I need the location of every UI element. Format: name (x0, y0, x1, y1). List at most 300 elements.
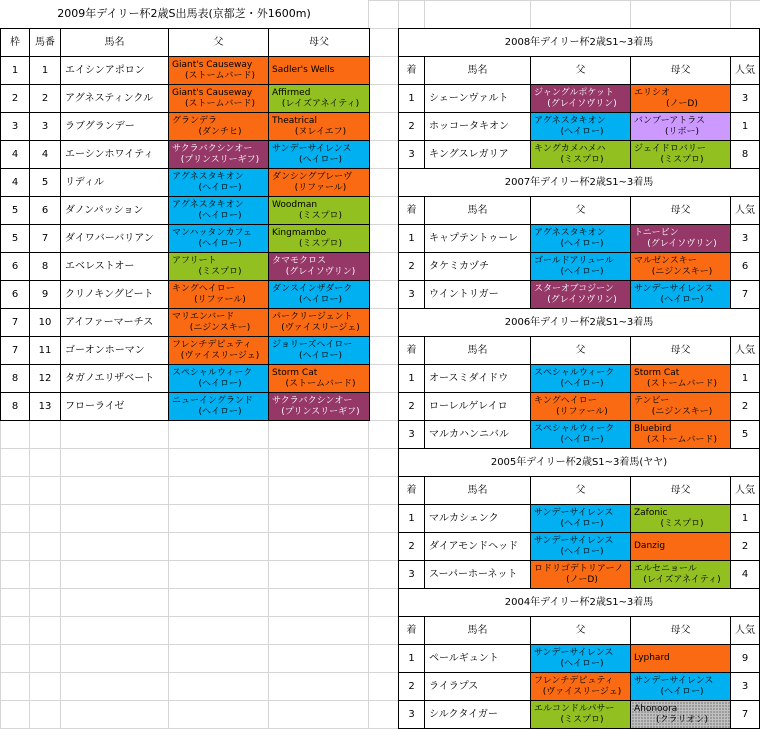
sire-cell-line2: (ヘイロー) (560, 378, 604, 389)
waku-cell[interactable]: 7 (1, 337, 30, 365)
column-header: 父 (531, 197, 631, 225)
table-row (399, 673, 760, 701)
broodmare-sire-cell-line1: ダンスインザダーク (272, 283, 353, 294)
sire-cell-line2: (ストームバード) (184, 98, 256, 109)
finish-position-cell[interactable]: 1 (399, 365, 425, 393)
horse-name-cell[interactable]: ホッコータキオン (425, 113, 531, 141)
popularity-cell[interactable]: 7 (731, 281, 760, 309)
broodmare-sire-cell-line1: Danzig (634, 541, 666, 551)
umaban-cell[interactable]: 6 (30, 197, 61, 225)
broodmare-sire-cell[interactable] (631, 421, 731, 449)
horse-name-cell[interactable]: ペールギュント (425, 645, 531, 673)
sire-cell-line1: Giant's Causeway (172, 59, 253, 70)
table-row (1, 309, 370, 337)
table-row (399, 561, 760, 589)
horse-name-cell[interactable]: ウイントリガー (425, 281, 531, 309)
sire-cell-line2: (ヘイロー) (198, 406, 242, 417)
broodmare-sire-cell-line2: (ヌレイエフ) (294, 126, 347, 137)
umaban-cell[interactable]: 1 (30, 57, 61, 85)
section-title: 2005年デイリー杯2歳S1~3着馬(ヤヤ) (399, 449, 760, 477)
sire-cell[interactable] (169, 169, 269, 197)
sire-cell-line1: マンハッタンカフェ (172, 227, 252, 238)
horse-name-cell[interactable]: エベレストオー (61, 253, 169, 281)
waku-cell[interactable]: 8 (1, 393, 30, 421)
sire-cell-line2: (ヘイロー) (560, 238, 604, 249)
sheet-title: 2009年デイリー杯2歳S出馬表(京都芝・外1600m) (0, 0, 368, 28)
column-header: 着 (399, 617, 425, 645)
column-header: 人気 (731, 617, 760, 645)
broodmare-sire-cell[interactable] (631, 85, 731, 113)
table-row (399, 253, 760, 281)
table-row (1, 365, 370, 393)
broodmare-sire-cell[interactable] (631, 253, 731, 281)
sire-cell-line1: サンデーサイレンス (534, 507, 614, 518)
sire-cell-line1: ゴールドアリュール (534, 255, 614, 266)
sire-cell[interactable] (531, 253, 631, 281)
table-header-row (399, 617, 760, 645)
section-title-row (399, 309, 760, 337)
horse-name-cell[interactable]: エイシンアポロン (61, 57, 169, 85)
broodmare-sire-cell[interactable] (269, 225, 370, 253)
umaban-cell[interactable]: 3 (30, 113, 61, 141)
sire-cell[interactable] (169, 253, 269, 281)
column-header: 父 (531, 617, 631, 645)
column-header: 母父 (631, 477, 731, 505)
broodmare-sire-cell-line2: (ヴァイスリージェ) (281, 322, 360, 333)
broodmare-sire-cell-line2: (ノーD) (666, 98, 698, 109)
horse-name-cell[interactable]: アグネスティンクル (61, 85, 169, 113)
popularity-cell[interactable]: 3 (731, 225, 760, 253)
column-header: 馬名 (61, 29, 169, 57)
table-row (399, 645, 760, 673)
popularity-cell[interactable]: 1 (731, 505, 760, 533)
sire-cell[interactable] (531, 85, 631, 113)
waku-cell[interactable]: 6 (1, 281, 30, 309)
section-title: 2006年デイリー杯2歳S1~3着馬 (399, 309, 760, 337)
column-header: 着 (399, 337, 425, 365)
sire-cell[interactable] (169, 113, 269, 141)
sire-cell[interactable] (169, 197, 269, 225)
table-row (1, 253, 370, 281)
sire-cell[interactable] (531, 561, 631, 589)
table-header-row (1, 29, 370, 57)
umaban-cell[interactable]: 12 (30, 365, 61, 393)
sire-cell-line2: (ヘイロー) (198, 238, 242, 249)
broodmare-sire-cell-line2: (ヘイロー) (298, 154, 343, 165)
finish-position-cell[interactable]: 2 (399, 673, 425, 701)
sire-cell[interactable] (531, 421, 631, 449)
broodmare-sire-cell-line1: エルセニョール (634, 563, 697, 574)
sire-cell-line2: (ヘイロー) (560, 434, 604, 445)
finish-position-cell[interactable]: 2 (399, 393, 425, 421)
horse-name-cell[interactable]: マルカハンニバル (425, 421, 531, 449)
sire-cell-line2: (ヘイロー) (560, 126, 604, 137)
broodmare-sire-cell-line1: ダンシングブレーヴ (272, 171, 353, 182)
column-header: 父 (531, 337, 631, 365)
broodmare-sire-cell-line1: Sadler's Wells (272, 65, 335, 75)
sire-cell[interactable] (169, 309, 269, 337)
section-title-row (399, 449, 760, 477)
broodmare-sire-cell-line2: (プリンスリーギフ) (281, 406, 360, 417)
column-header: 人気 (731, 197, 760, 225)
popularity-cell[interactable]: 6 (731, 253, 760, 281)
broodmare-sire-cell-line1: Bluebird (634, 423, 672, 434)
broodmare-sire-cell-line2: (ヘイロー) (660, 294, 704, 305)
table-row (399, 421, 760, 449)
popularity-cell[interactable]: 3 (731, 85, 760, 113)
sire-cell-line1: エルコンドルパサー (534, 703, 615, 714)
sire-cell-line2: (ミスプロ) (560, 154, 604, 165)
sire-cell-line1: マリエンバード (172, 311, 235, 322)
sire-cell-line1: スペシャルウィーク (172, 367, 253, 378)
popularity-cell[interactable]: 7 (731, 701, 760, 729)
broodmare-sire-cell-line1: マルゼンスキー (634, 255, 697, 266)
waku-cell[interactable]: 4 (1, 169, 30, 197)
sire-cell-line2: (ヘイロー) (560, 518, 604, 529)
sire-cell-line2: (ニジンスキー) (189, 322, 251, 333)
column-header: 人気 (731, 477, 760, 505)
broodmare-sire-cell[interactable] (631, 113, 731, 141)
table-row (399, 85, 760, 113)
horse-name-cell[interactable]: マルカシェンク (425, 505, 531, 533)
waku-cell[interactable]: 4 (1, 141, 30, 169)
broodmare-sire-cell-line2: (ニジンスキー) (651, 266, 713, 277)
sire-cell-line1: スターオブコジーン (534, 283, 614, 294)
table-row (1, 197, 370, 225)
broodmare-sire-cell-line2: (クラリオン) (656, 714, 708, 725)
sire-cell[interactable] (169, 57, 269, 85)
sire-cell-line1: サンデーサイレンス (534, 647, 614, 658)
popularity-cell[interactable]: 1 (731, 365, 760, 393)
broodmare-sire-cell[interactable] (631, 281, 731, 309)
table-row (1, 225, 370, 253)
waku-cell[interactable]: 2 (1, 85, 30, 113)
sire-cell-line1: アグネスタキオン (534, 115, 606, 126)
finish-position-cell[interactable]: 3 (399, 281, 425, 309)
broodmare-sire-cell[interactable] (631, 645, 731, 673)
umaban-cell[interactable]: 5 (30, 169, 61, 197)
broodmare-sire-cell-line1: Ahonoora (634, 703, 678, 714)
broodmare-sire-cell-line2: (レイズアネイティ) (643, 574, 721, 585)
sire-cell-line1: アグネスタキオン (534, 227, 606, 238)
broodmare-sire-cell-line2: (ストームバード) (285, 378, 356, 389)
column-header: 父 (531, 477, 631, 505)
column-header: 母父 (269, 29, 370, 57)
broodmare-sire-cell-line1: タマモクロス (272, 255, 327, 266)
broodmare-sire-cell[interactable] (269, 57, 370, 85)
broodmare-sire-cell-line1: Lyphard (634, 653, 670, 663)
broodmare-sire-cell-line2: (ニジンスキー) (651, 406, 713, 417)
horse-name-cell[interactable]: スーパーホーネット (425, 561, 531, 589)
column-header: 母父 (631, 617, 731, 645)
sire-cell[interactable] (169, 393, 269, 421)
horse-name-cell[interactable]: ローレルゲレイロ (425, 393, 531, 421)
finish-position-cell[interactable]: 2 (399, 533, 425, 561)
broodmare-sire-cell[interactable] (631, 533, 731, 561)
sire-cell-line2: (ヘイロー) (560, 658, 604, 669)
sire-cell-line2: (ミスプロ) (198, 266, 242, 277)
sire-cell-line1: ロドリゴデトリアーノ (534, 563, 624, 574)
sire-cell-line2: (ヘイロー) (198, 182, 242, 193)
broodmare-sire-cell-line1: Storm Cat (272, 367, 318, 378)
broodmare-sire-cell[interactable] (631, 701, 731, 729)
broodmare-sire-cell[interactable] (269, 253, 370, 281)
sire-cell[interactable] (531, 113, 631, 141)
broodmare-sire-cell-line1: Affirmed (272, 87, 311, 98)
umaban-cell[interactable]: 9 (30, 281, 61, 309)
waku-cell[interactable]: 5 (1, 197, 30, 225)
sire-cell[interactable] (531, 505, 631, 533)
sire-cell-line2: (グレイソヴリン) (547, 98, 617, 109)
popularity-cell[interactable]: 2 (731, 533, 760, 561)
column-header: 人気 (731, 337, 760, 365)
broodmare-sire-cell-line2: (レイズアネイティ) (281, 98, 360, 109)
finish-position-cell[interactable]: 3 (399, 701, 425, 729)
umaban-cell[interactable]: 4 (30, 141, 61, 169)
broodmare-sire-cell[interactable] (269, 141, 370, 169)
horse-name-cell[interactable]: タガノエリザベート (61, 365, 169, 393)
sire-cell-line1: ジャングルポケット (534, 87, 614, 98)
column-header: 母父 (631, 337, 731, 365)
sire-cell[interactable] (531, 141, 631, 169)
finish-position-cell[interactable]: 3 (399, 141, 425, 169)
sire-cell-line2: (ミスプロ) (560, 714, 604, 725)
sire-cell-line2: (ヘイロー) (198, 378, 242, 389)
finish-position-cell[interactable]: 1 (399, 85, 425, 113)
sire-cell-line2: (グレイソヴリン) (547, 294, 617, 305)
table-row (1, 393, 370, 421)
table-row (399, 281, 760, 309)
sire-cell[interactable] (169, 85, 269, 113)
finish-position-cell[interactable]: 3 (399, 561, 425, 589)
umaban-cell[interactable]: 10 (30, 309, 61, 337)
popularity-cell[interactable]: 4 (731, 561, 760, 589)
waku-cell[interactable]: 1 (1, 57, 30, 85)
sire-cell[interactable] (169, 365, 269, 393)
sire-cell[interactable] (169, 141, 269, 169)
sire-cell-line1: サクラバクシンオー (172, 143, 253, 154)
broodmare-sire-cell-line1: Kingmambo (272, 227, 327, 238)
broodmare-sire-cell[interactable] (269, 309, 370, 337)
broodmare-sire-cell-line1: サクラバクシンオー (272, 395, 353, 406)
popularity-cell[interactable]: 8 (731, 141, 760, 169)
table-row (399, 505, 760, 533)
table-row (399, 113, 760, 141)
finish-position-cell[interactable]: 1 (399, 505, 425, 533)
sire-cell-line1: フレンチデピュティ (534, 675, 614, 686)
past-results-table (398, 28, 760, 729)
horse-name-cell[interactable]: フローライゼ (61, 393, 169, 421)
waku-cell[interactable]: 7 (1, 309, 30, 337)
sire-cell[interactable] (169, 337, 269, 365)
section-title: 2008年デイリー杯2歳S1~3着馬 (399, 29, 760, 57)
broodmare-sire-cell-line1: サンデーサイレンス (272, 143, 352, 154)
popularity-cell[interactable]: 2 (731, 393, 760, 421)
sire-cell[interactable] (531, 365, 631, 393)
sire-cell[interactable] (169, 281, 269, 309)
sire-cell[interactable] (531, 645, 631, 673)
horse-name-cell[interactable]: ダノンパッション (61, 197, 169, 225)
sire-cell[interactable] (531, 701, 631, 729)
umaban-cell[interactable]: 11 (30, 337, 61, 365)
sire-cell-line2: (ヘイロー) (560, 546, 604, 557)
horse-name-cell[interactable]: タケミカヅチ (425, 253, 531, 281)
section-title-row (399, 169, 760, 197)
broodmare-sire-cell-line1: ジョリーズヘイロー (272, 339, 353, 350)
waku-cell[interactable]: 6 (1, 253, 30, 281)
broodmare-sire-cell-line1: Theatrical (272, 115, 317, 126)
finish-position-cell[interactable]: 1 (399, 645, 425, 673)
column-header: 馬名 (425, 617, 531, 645)
popularity-cell[interactable]: 5 (731, 421, 760, 449)
table-row (399, 141, 760, 169)
broodmare-sire-cell[interactable] (269, 281, 370, 309)
umaban-cell[interactable]: 7 (30, 225, 61, 253)
horse-name-cell[interactable]: ゴーオンホーマン (61, 337, 169, 365)
column-header: 馬名 (425, 197, 531, 225)
horse-name-cell[interactable]: シェーンヴァルト (425, 85, 531, 113)
broodmare-sire-cell-line2: (ヘイロー) (660, 686, 704, 697)
broodmare-sire-cell-line2: (ストームバード) (646, 434, 718, 445)
table-row (1, 141, 370, 169)
waku-cell[interactable]: 8 (1, 365, 30, 393)
table-row (1, 169, 370, 197)
horse-name-cell[interactable]: キャプテントゥーレ (425, 225, 531, 253)
table-header-row (399, 57, 760, 85)
sire-cell-line1: キングヘイロー (534, 395, 597, 406)
sire-cell-line2: (ヴァイスリージェ) (542, 686, 622, 697)
broodmare-sire-cell-line1: エリシオ (634, 87, 671, 98)
column-header: 馬名 (425, 477, 531, 505)
broodmare-sire-cell[interactable] (631, 365, 731, 393)
broodmare-sire-cell[interactable] (269, 113, 370, 141)
broodmare-sire-cell[interactable] (269, 85, 370, 113)
horse-name-cell[interactable]: アイファーマーチス (61, 309, 169, 337)
column-header: 母父 (631, 197, 731, 225)
broodmare-sire-cell[interactable] (631, 505, 731, 533)
section-title-row (399, 29, 760, 57)
table-row (1, 337, 370, 365)
table-header-row (399, 337, 760, 365)
broodmare-sire-cell-line1: テンビー (634, 395, 670, 406)
broodmare-sire-cell-line1: サンデーサイレンス (634, 283, 714, 294)
column-header: 父 (531, 57, 631, 85)
sire-cell-line2: (ストームバード) (184, 70, 256, 81)
broodmare-sire-cell[interactable] (631, 561, 731, 589)
broodmare-sire-cell[interactable] (269, 169, 370, 197)
table-header-row (399, 477, 760, 505)
horse-name-cell[interactable]: クリノキングビート (61, 281, 169, 309)
broodmare-sire-cell-line2: (ミスプロ) (660, 154, 704, 165)
sire-cell-line1: アグネスタキオン (172, 199, 244, 210)
sire-cell[interactable] (531, 281, 631, 309)
broodmare-sire-cell[interactable] (269, 365, 370, 393)
finish-position-cell[interactable]: 2 (399, 253, 425, 281)
finish-position-cell[interactable]: 2 (399, 113, 425, 141)
section-title: 2007年デイリー杯2歳S1~3着馬 (399, 169, 760, 197)
broodmare-sire-cell[interactable] (269, 393, 370, 421)
broodmare-sire-cell[interactable] (631, 393, 731, 421)
broodmare-sire-cell-line1: パークリージェント (272, 311, 353, 322)
column-header: 枠 (1, 29, 30, 57)
horse-name-cell[interactable]: キングスレガリア (425, 141, 531, 169)
umaban-cell[interactable]: 8 (30, 253, 61, 281)
sire-cell[interactable] (169, 225, 269, 253)
broodmare-sire-cell[interactable] (631, 225, 731, 253)
finish-position-cell[interactable]: 3 (399, 421, 425, 449)
broodmare-sire-cell[interactable] (269, 197, 370, 225)
broodmare-sire-cell-line1: Zafonic (634, 507, 668, 518)
sire-cell-line2: (リファール) (194, 294, 246, 305)
popularity-cell[interactable]: 3 (731, 673, 760, 701)
umaban-cell[interactable]: 13 (30, 393, 61, 421)
horse-name-cell[interactable]: ライラプス (425, 673, 531, 701)
popularity-cell[interactable]: 1 (731, 113, 760, 141)
broodmare-sire-cell-line2: (リファール) (294, 182, 347, 193)
broodmare-sire-cell-line1: ジェイドロバリー (634, 143, 706, 154)
broodmare-sire-cell-line2: (グレイソヴリン) (647, 238, 717, 249)
column-header: 人気 (731, 57, 760, 85)
broodmare-sire-cell-line2: (ミスプロ) (298, 238, 343, 249)
horse-name-cell[interactable]: シルクタイガー (425, 701, 531, 729)
waku-cell[interactable]: 3 (1, 113, 30, 141)
broodmare-sire-cell-line2: (ミスプロ) (660, 518, 704, 529)
column-header: 馬番 (30, 29, 61, 57)
sire-cell-line1: アグネスタキオン (172, 171, 244, 182)
table-header-row (399, 197, 760, 225)
finish-position-cell[interactable]: 1 (399, 225, 425, 253)
horse-name-cell[interactable]: エーシンホワイティ (61, 141, 169, 169)
table-row (399, 225, 760, 253)
column-header: 馬名 (425, 337, 531, 365)
sire-cell-line1: キングヘイロー (172, 283, 235, 294)
table-row (399, 365, 760, 393)
table-row (1, 85, 370, 113)
sire-cell[interactable] (531, 533, 631, 561)
horse-name-cell[interactable]: ダイアモンドヘッド (425, 533, 531, 561)
section-title: 2004年デイリー杯2歳S1~3着馬 (399, 589, 760, 617)
sire-cell[interactable] (531, 673, 631, 701)
sire-cell[interactable] (531, 393, 631, 421)
broodmare-sire-cell-line1: バンブーアトラス (634, 115, 706, 126)
sire-cell-line1: キングカメハメハ (534, 143, 606, 154)
table-row (399, 701, 760, 729)
sire-cell-line1: サンデーサイレンス (534, 535, 614, 546)
broodmare-sire-cell-line2: (グレイソヴリン) (285, 266, 356, 277)
broodmare-sire-cell-line1: トニービン (634, 227, 679, 238)
broodmare-sire-cell-line1: Storm Cat (634, 367, 680, 378)
broodmare-sire-cell[interactable] (269, 337, 370, 365)
sire-cell-line2: (プリンスリーギフ) (180, 154, 260, 165)
sire-cell[interactable] (531, 225, 631, 253)
table-row (399, 533, 760, 561)
waku-cell[interactable]: 5 (1, 225, 30, 253)
popularity-cell[interactable]: 9 (731, 645, 760, 673)
broodmare-sire-cell-line1: Woodman (272, 199, 318, 210)
horse-name-cell[interactable]: リディル (61, 169, 169, 197)
sire-cell-line2: (ヴァイスリージェ) (180, 350, 260, 361)
horse-name-cell[interactable]: ダイワバーバリアン (61, 225, 169, 253)
broodmare-sire-cell[interactable] (631, 673, 731, 701)
column-header: 父 (169, 29, 269, 57)
table-row (1, 113, 370, 141)
broodmare-sire-cell-line2: (ヘイロー) (298, 294, 343, 305)
umaban-cell[interactable]: 2 (30, 85, 61, 113)
horse-name-cell[interactable]: オースミダイドウ (425, 365, 531, 393)
entry-table (0, 28, 370, 421)
horse-name-cell[interactable]: ラブグランデー (61, 113, 169, 141)
broodmare-sire-cell[interactable] (631, 141, 731, 169)
